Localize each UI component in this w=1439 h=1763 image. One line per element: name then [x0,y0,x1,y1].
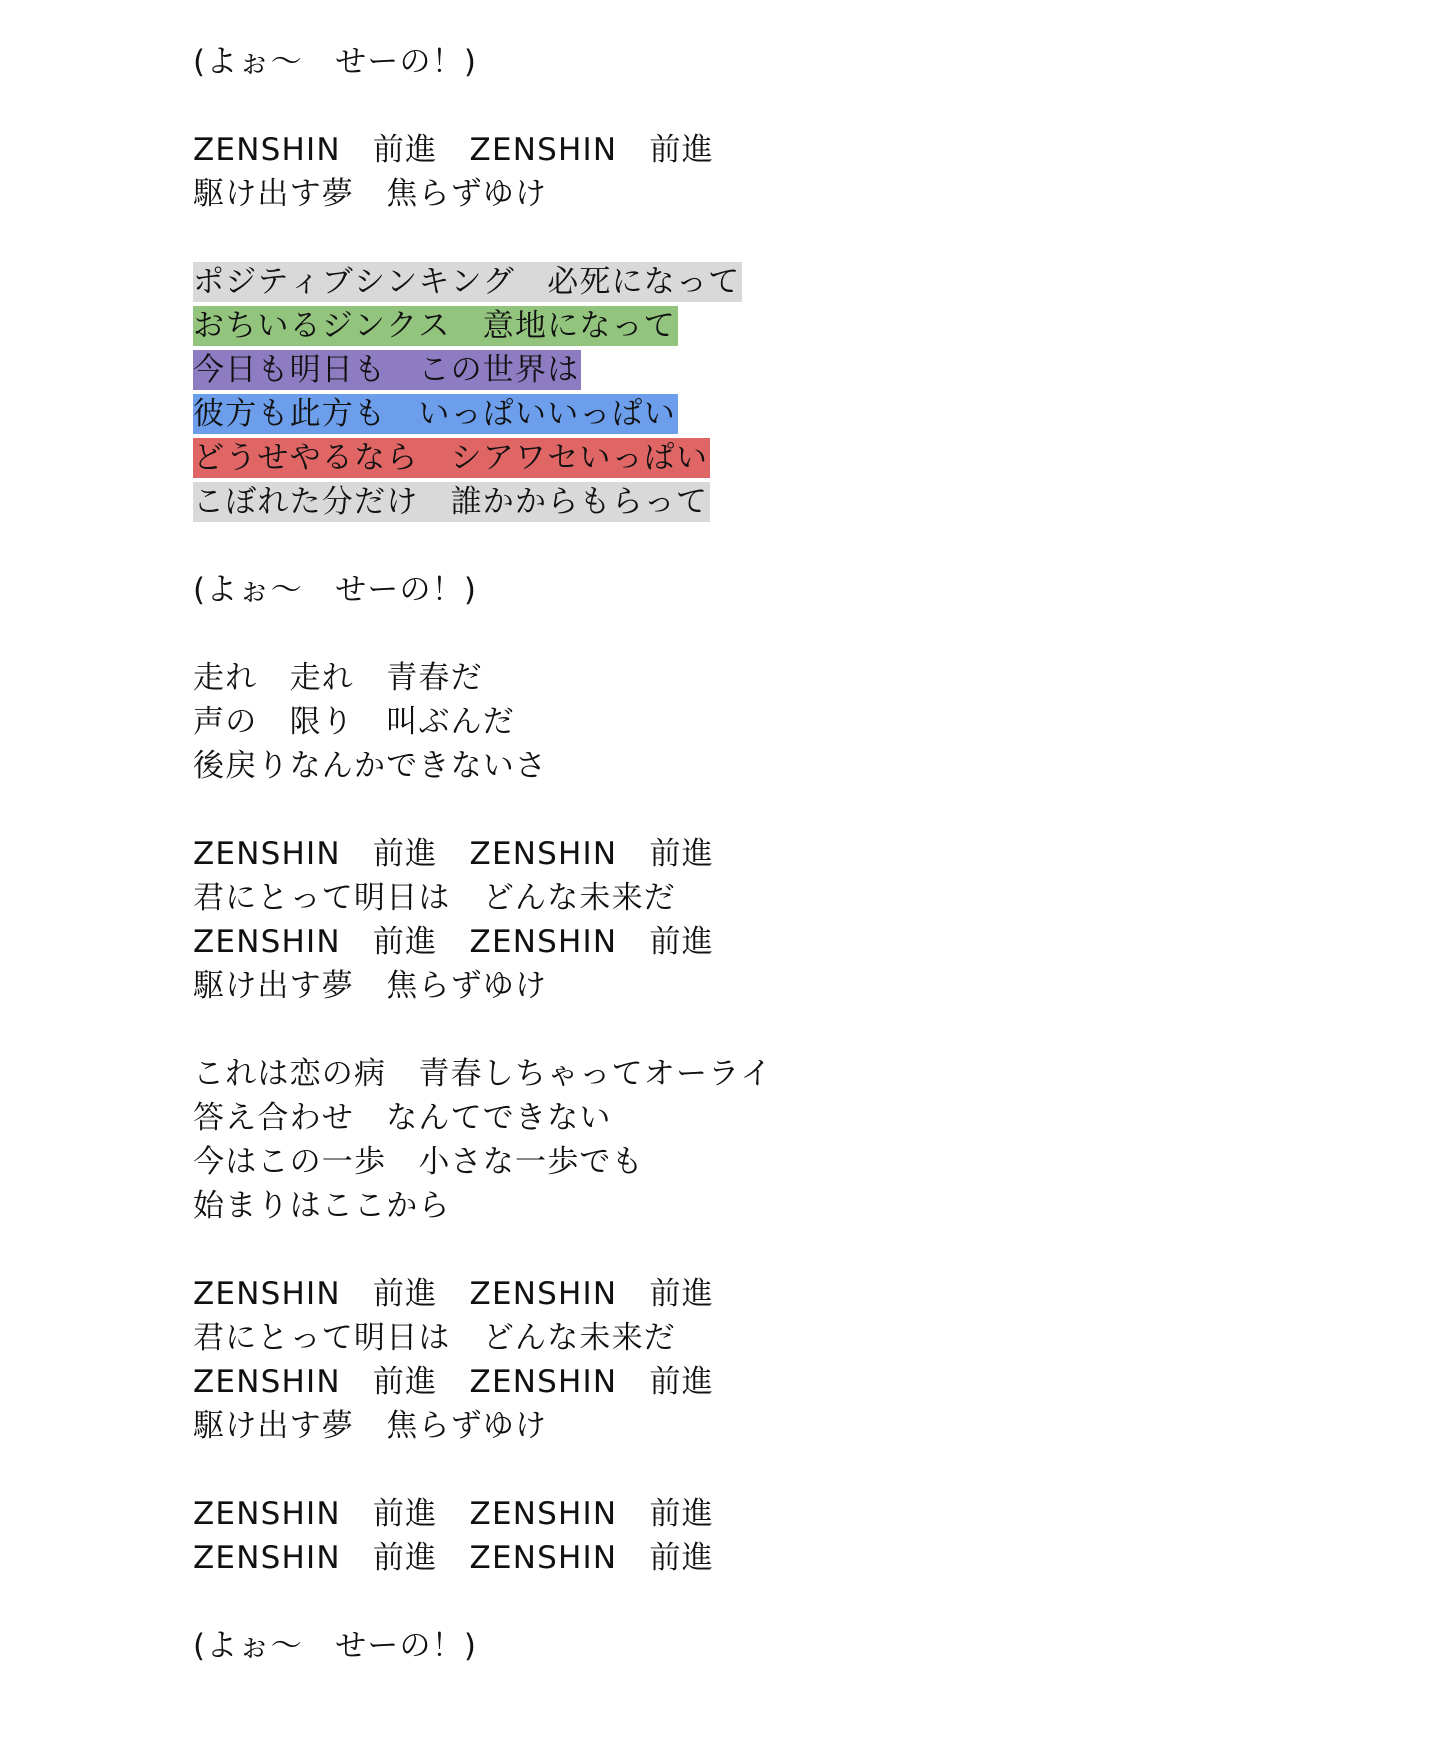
lyric-line [193,568,1293,612]
lyric-text: ZENSHIN 前進 ZENSHIN 前進 [193,924,714,960]
lyric-line [193,1624,1293,1668]
lyric-text: 駆け出す夢 焦らずゆけ [193,1408,548,1444]
lyric-line [193,1316,1293,1360]
lyric-line [193,1140,1293,1184]
lyric-line [193,1492,1293,1536]
highlighted-lyric-line [193,260,1293,304]
lyric-line [193,1404,1293,1448]
lyric-line [193,128,1293,172]
blank-line [193,524,1293,568]
lyric-text: ZENSHIN 前進 ZENSHIN 前進 [193,132,714,168]
highlighted-lyric-line [193,304,1293,348]
lyric-text: 答え合わせ なんてできない [193,1100,612,1136]
lyric-text: 走れ 走れ 青春だ [193,660,483,696]
highlighted-lyric-line [193,436,1293,480]
blank-line [193,216,1293,260]
lyric-text: おちいるジンクス 意地になって [193,308,676,344]
lyric-line [193,656,1293,700]
blank-line [193,84,1293,128]
lyric-text: (よぉ～ せーの！) [193,572,478,608]
blank-line [193,1580,1293,1624]
lyric-text: 今日も明日も この世界は [193,352,580,388]
blank-line [193,612,1293,656]
lyric-line [193,744,1293,788]
lyric-line [193,1052,1293,1096]
lyric-line [193,920,1293,964]
lyric-line [193,1096,1293,1140]
lyric-text: 君にとって明日は どんな未来だ [193,1320,676,1356]
lyric-text: ZENSHIN 前進 ZENSHIN 前進 [193,1496,714,1532]
lyric-line [193,40,1293,84]
lyric-text: ポジティブシンキング 必死になって [193,264,741,300]
lyric-text: 君にとって明日は どんな未来だ [193,880,676,916]
lyric-text: 彼方も此方も いっぱいいっぱい [193,396,676,432]
lyric-text: 始まりはここから [193,1188,451,1224]
lyric-line [193,1184,1293,1228]
blank-line [193,1228,1293,1272]
lyric-line [193,1272,1293,1316]
lyric-line [193,832,1293,876]
blank-line [193,788,1293,832]
lyric-text: どうせやるなら シアワセいっぱい [193,440,709,476]
lyric-text: 今はこの一歩 小さな一歩でも [193,1144,644,1180]
lyric-text: 駆け出す夢 焦らずゆけ [193,176,548,212]
lyric-line [193,700,1293,744]
lyric-text: (よぉ～ せーの！) [193,44,478,80]
lyric-text: 駆け出す夢 焦らずゆけ [193,968,548,1004]
lyric-line [193,172,1293,216]
lyric-line [193,1536,1293,1580]
highlighted-lyric-line [193,348,1293,392]
lyric-text: ZENSHIN 前進 ZENSHIN 前進 [193,1364,714,1400]
lyrics-document [193,40,1293,1668]
lyric-line [193,964,1293,1008]
lyric-text: 後戻りなんかできないさ [193,748,548,784]
lyric-text: これは恋の病 青春しちゃってオーライ [193,1056,773,1092]
highlighted-lyric-line [193,480,1293,524]
lyric-text: ZENSHIN 前進 ZENSHIN 前進 [193,1276,714,1312]
lyric-text: 声の 限り 叫ぶんだ [193,704,515,740]
blank-line [193,1448,1293,1492]
lyric-text: (よぉ～ せーの！) [193,1628,478,1664]
blank-line [193,1008,1293,1052]
lyric-text: ZENSHIN 前進 ZENSHIN 前進 [193,836,714,872]
lyric-text: こぼれた分だけ 誰かからもらって [193,484,709,520]
highlighted-lyric-line [193,392,1293,436]
lyric-line [193,1360,1293,1404]
lyric-text: ZENSHIN 前進 ZENSHIN 前進 [193,1540,714,1576]
lyric-line [193,876,1293,920]
